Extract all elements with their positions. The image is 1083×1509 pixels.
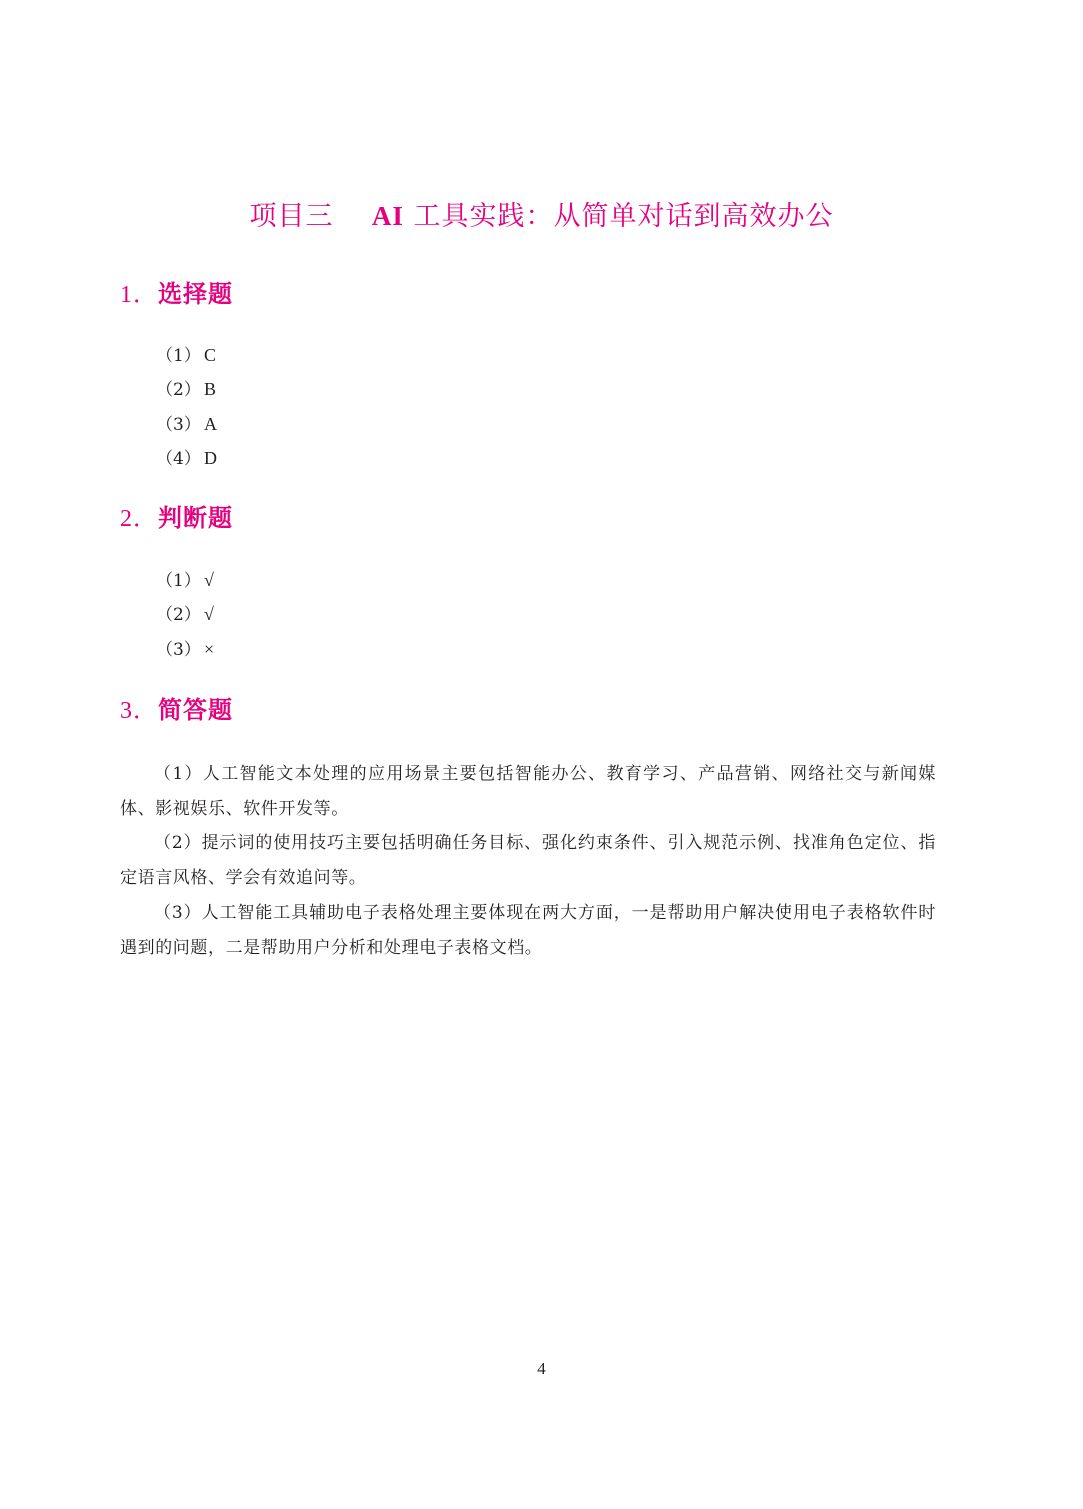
item-value: √ <box>204 604 214 625</box>
list-item <box>156 407 217 441</box>
choice-answer-list <box>156 338 217 475</box>
list-item <box>156 632 214 666</box>
item-value: C <box>204 345 217 365</box>
page-title <box>0 196 1083 237</box>
list-item <box>156 563 214 597</box>
list-item <box>156 597 214 631</box>
judgment-answer-list <box>156 563 214 666</box>
item-value: B <box>204 379 217 400</box>
item-value: × <box>204 638 215 659</box>
item-mark: （2） <box>156 380 201 401</box>
item-mark: （4） <box>156 448 201 469</box>
short-answer-body <box>120 757 936 965</box>
answer-paragraph: （2）提示词的使用技巧主要包括明确任务目标、强化约束条件、引入规范示例、找准角色定位、指定语言风格、学会有效追问等。 <box>120 833 936 889</box>
title-rest: 工具实践：从简单对话到高效办公 <box>413 201 834 232</box>
item-mark: （2） <box>156 605 201 626</box>
section-number: 3． <box>120 698 158 724</box>
list-item <box>156 338 217 372</box>
section-title: 判断题 <box>158 503 233 532</box>
item-mark: （1） <box>156 346 201 366</box>
item-mark: （3） <box>156 639 201 660</box>
item-mark: （3） <box>156 414 201 435</box>
section-number: 1． <box>120 282 158 308</box>
item-value: √ <box>204 570 214 590</box>
section-heading-choice <box>120 278 233 311</box>
list-item <box>156 441 217 475</box>
answer-paragraph: （3）人工智能工具辅助电子表格处理主要体现在两大方面，一是帮助用户解决使用电子表格软件时遇到的问题，二是帮助用户分析和处理电子表格文档。 <box>120 902 936 958</box>
item-value: D <box>204 447 217 468</box>
section-heading-short-answer <box>120 694 233 727</box>
section-title: 选择题 <box>158 279 233 308</box>
section-heading-judgment <box>120 502 233 535</box>
item-mark: （1） <box>156 571 201 591</box>
title-prefix: 项目三 <box>249 201 334 232</box>
answer-paragraph: （1）人工智能文本处理的应用场景主要包括智能办公、教育学习、产品营销、网络社交与新闻媒体、影视娱乐、软件开发等。 <box>120 764 936 819</box>
section-number: 2． <box>120 506 158 532</box>
section-title: 简答题 <box>158 695 233 724</box>
item-value: A <box>204 413 217 434</box>
title-ai: AI <box>371 201 404 231</box>
list-item <box>156 372 217 406</box>
page-number: 4 <box>537 1359 546 1378</box>
